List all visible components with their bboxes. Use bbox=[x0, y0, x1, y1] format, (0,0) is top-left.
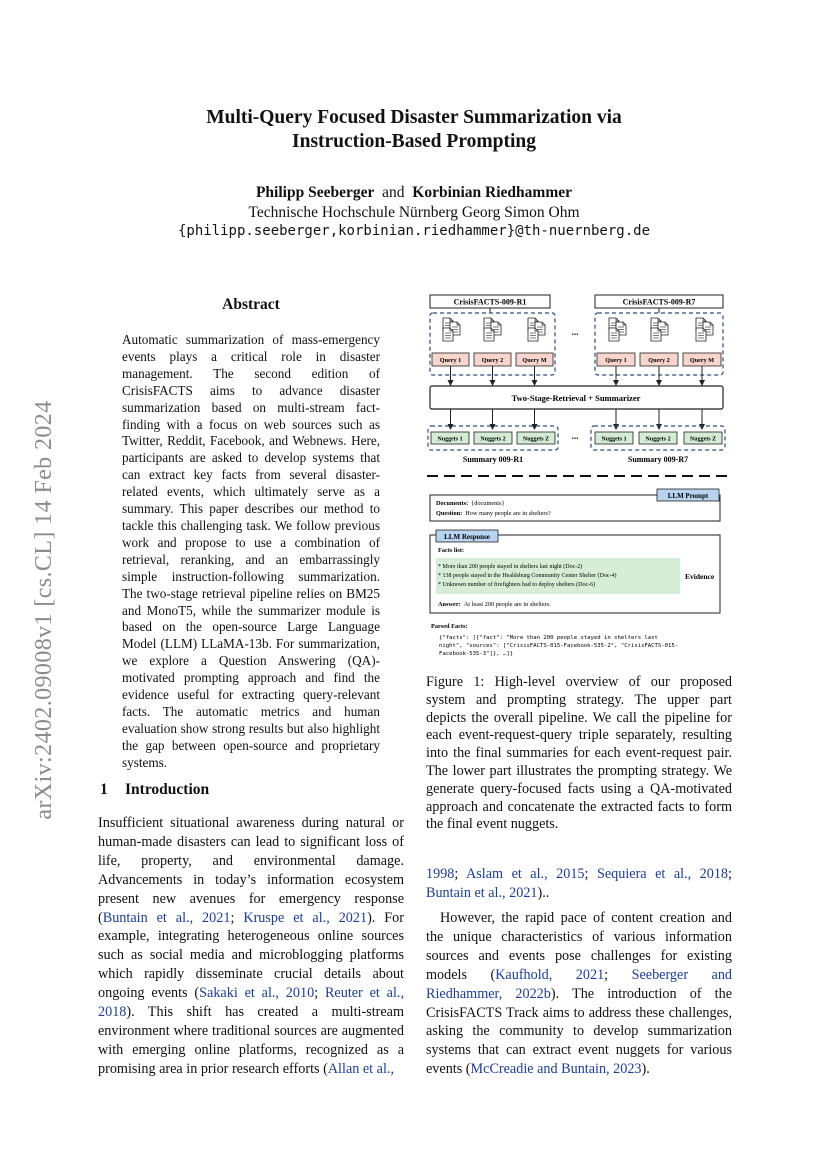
prompt-documents-line: Documents: {documents} bbox=[436, 500, 505, 507]
citation-link[interactable]: McCreadie and Buntain, 2023 bbox=[470, 1061, 642, 1078]
citation-link[interactable]: Seeberger and Riedhammer, 2022b bbox=[426, 966, 733, 1002]
rc-text: ). bbox=[641, 1061, 650, 1078]
query-label: Query M bbox=[689, 357, 715, 364]
nugget-label: Nuggets Z bbox=[689, 436, 717, 443]
query-label: Query M bbox=[522, 357, 547, 364]
event-label-left: CrisisFACTS-009-R1 bbox=[453, 297, 527, 307]
ellipsis-events: ... bbox=[571, 327, 579, 337]
prompt-question-line: Question: How many people are in shelters? bbox=[436, 510, 551, 517]
intro-text: ). This shift has created a multi-stream environment where traditional sources are augmented with emerging online platforms, recognized as a promising area in prior research efforts ( bbox=[98, 1004, 404, 1077]
citation-link[interactable]: Kaufhold, 2021 bbox=[495, 966, 605, 983]
parsed-facts-label: Parsed Facts: bbox=[431, 623, 468, 630]
rc-separator: ; bbox=[584, 866, 597, 882]
rc-separator: ; bbox=[454, 866, 467, 882]
abstract-text: Automatic summarization of mass-emergency events plays a critical role in disaster management. The second edition of CrisisFACTS aims to advance disaster summarization based on multi-stream fact-finding with a focus on web sources such as Twitter, Reddit, Facebook, and Webnews. Here, participants are asked to develop systems that can extract key facts from several disaster-related events, which ultimately serve as a summary. This paper describes our method to tackle this challenging task. We follow previous work and propose to use a combination of retrieval, reranking, and an embarrassingly simple instruction-following summarization. The two-stage retrieval pipeline relies on BM25 and MonoT5, while the summarizer module is based on the open-source Large Language Model (LLM) LLaMA-13b. For summarization, we explore a Question Answering (QA)-motivated prompting approach and find the evidence useful for extracting query-relevant facts. The automatic metrics and human evaluation show strong results but also highlight the gap between open-source and proprietary systems. bbox=[122, 332, 380, 770]
nugget-label: Nuggets 1 bbox=[601, 436, 627, 443]
section-title: Introduction bbox=[125, 781, 210, 798]
citation-link[interactable]: Kruspe et al., 2021 bbox=[243, 909, 368, 926]
evidence-label: Evidence bbox=[685, 572, 715, 581]
figure-caption: Figure 1: High-level overview of our proposed system and prompting strategy. The upper part depicts the overall pipeline. We call the pipeline for each event-request-query triple separately, resulting into the final summaries for each event-request pair. The lower part illustrates the prompting strategy. We generate query-focused facts using a QA-motivated approach and concatenate the extracted facts to form the final event nuggets. bbox=[426, 674, 732, 833]
pipeline-label: Two-Stage-Retrieval + Summarizer bbox=[511, 393, 641, 403]
section-heading-introduction bbox=[100, 781, 209, 799]
parsed-facts-code: {"facts": [{"fact": "More than 200 people stayed in shelters last bbox=[439, 635, 658, 641]
rc-text: ). The introduction of the CrisisFACTS Track aims to address these challenges, asking the community to develop summarization systems that can extract event nuggets for various events ( bbox=[426, 985, 732, 1078]
right-column-paragraph-2 bbox=[426, 909, 732, 1079]
document-stack-icon bbox=[443, 318, 460, 341]
right-column-paragraph-1 bbox=[426, 865, 732, 903]
introduction-paragraph bbox=[98, 814, 404, 1079]
nugget-label: Nuggets Z bbox=[522, 436, 550, 443]
document-stack-icon bbox=[651, 318, 668, 341]
document-stack-icon bbox=[528, 318, 545, 341]
title-line-1: Multi-Query Focused Disaster Summarization via bbox=[206, 107, 622, 128]
authors bbox=[0, 183, 828, 203]
title-line-2: Instruction-Based Prompting bbox=[292, 131, 536, 152]
author-2: Korbinian Riedhammer bbox=[412, 184, 573, 201]
nugget-label: Nuggets 2 bbox=[645, 436, 671, 443]
summary-label-left: Summary 009-R1 bbox=[462, 455, 524, 464]
citation-link[interactable]: Buntain et al., 2021 bbox=[426, 884, 538, 901]
author-1: Philipp Seeberger bbox=[255, 184, 375, 201]
answer-line: Answer: At least 200 people are in shelters. bbox=[438, 601, 551, 608]
rc-text: ).. bbox=[537, 884, 550, 901]
intro-text: ). For example, integrating heterogeneous online sources such as social media and microblogging platforms which rapidly disseminate crucial details about ongoing events ( bbox=[98, 909, 404, 1002]
fact-item: * 138 people stayed in the Healdsburg Community Center Shelter (Doc-4) bbox=[438, 573, 617, 579]
fact-item: * Unknown number of firefighters had to deploy shelters (Doc-6) bbox=[438, 582, 596, 588]
citation-link[interactable]: Buntain et al., 2021 bbox=[102, 909, 231, 926]
parsed-facts-code: night", "sources": ["CrisisFACTS-015-Facebook-535-2", "CrisisFACTS-015- bbox=[439, 643, 679, 649]
document-stack-icon bbox=[609, 318, 626, 341]
affiliation: Technische Hochschule Nürnberg Georg Simon Ohm bbox=[248, 204, 580, 221]
query-label: Query 2 bbox=[481, 357, 504, 364]
nugget-label: Nuggets 2 bbox=[480, 436, 506, 443]
citation-link[interactable]: 1998 bbox=[426, 866, 455, 882]
figure-1 bbox=[425, 290, 735, 660]
arxiv-identifier: arXiv:2402.09008v1 [cs.CL] 14 Feb 2024 bbox=[31, 400, 57, 820]
nugget-label: Nuggets 1 bbox=[437, 436, 463, 443]
query-label: Query 1 bbox=[439, 357, 462, 364]
prompt-tag-label: LLM Prompt bbox=[667, 491, 709, 500]
query-label: Query 2 bbox=[648, 357, 670, 364]
rc-separator: ; bbox=[728, 866, 732, 882]
intro-separator: ; bbox=[314, 985, 325, 1002]
section-number: 1 bbox=[100, 781, 108, 798]
paper-title bbox=[0, 106, 828, 154]
citation-link[interactable]: Allan et al., bbox=[327, 1060, 394, 1077]
document-stack-icon bbox=[696, 318, 713, 341]
author-emails: {philipp.seeberger,korbinian.riedhammer}@th-nuernberg.de bbox=[177, 223, 650, 239]
pipeline-diagram bbox=[425, 290, 735, 660]
citation-link[interactable]: Aslam et al., 2015 bbox=[466, 866, 585, 882]
document-stack-icon bbox=[484, 318, 501, 341]
query-label: Query 1 bbox=[605, 357, 627, 364]
citation-link[interactable]: Sakaki et al., 2010 bbox=[199, 985, 315, 1002]
event-label-right: CrisisFACTS-009-R7 bbox=[622, 297, 696, 307]
citation-link[interactable]: Sequiera et al., 2018 bbox=[596, 866, 729, 882]
rc-text: However, the rapid pace of content creation and the unique characteristics of various information sources and events pose challenges for existing models ( bbox=[426, 910, 732, 983]
fact-item: * More than 200 people stayed in shelters last night (Doc-2) bbox=[438, 564, 583, 570]
ellipsis-nuggets: ... bbox=[571, 431, 579, 441]
abstract-heading: Abstract bbox=[222, 296, 280, 313]
response-tag-label: LLM Response bbox=[444, 532, 490, 541]
summary-label-right: Summary 009-R7 bbox=[627, 455, 689, 464]
rc-separator: ; bbox=[604, 966, 632, 983]
citation-link[interactable]: Reuter et al., 2018 bbox=[98, 985, 405, 1021]
arxiv-sidebar bbox=[24, 360, 64, 860]
intro-separator: ; bbox=[230, 909, 244, 926]
author-conjunction: and bbox=[382, 184, 405, 201]
facts-list-label: Facts list: bbox=[438, 547, 465, 554]
parsed-facts-code: Facebook-535-3"]}, …]} bbox=[439, 651, 514, 657]
intro-text: Insufficient situational awareness during natural or human-made disasters can lead to significant loss of life, property, and environmental damage. Advancements in today’s information ecosystem present new avenues for emergency response ( bbox=[98, 815, 404, 926]
